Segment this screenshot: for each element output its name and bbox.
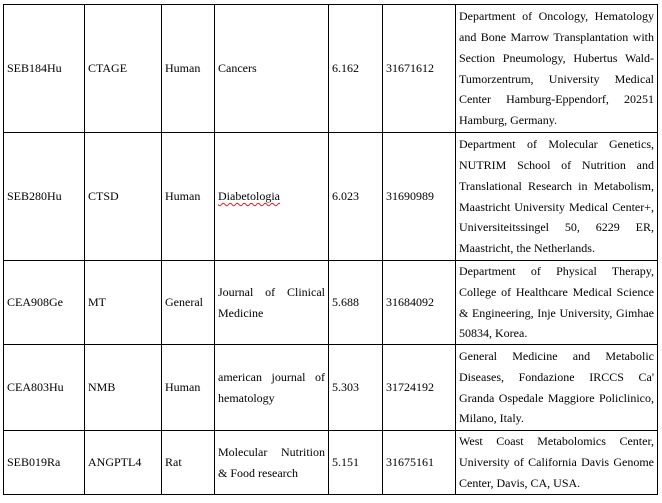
journal-cell: american journal of hematology [215, 345, 329, 431]
gene-cell: ANGPTL4 [85, 431, 162, 495]
pmid-cell: 31724192 [383, 345, 456, 431]
institution-cell: Department of Oncology, Hematology and Bone Marrow Transplantation with Section Pneumology, Hubertus Wald-Tumorzentrum, University Medical Center Hamburg-Eppendorf, 20251 Hamburg, Germany. [456, 5, 658, 133]
journal-cell: Journal of Clinical Medicine [215, 261, 329, 345]
journal-cell: Cancers [215, 5, 329, 133]
impact-factor-cell: 5.151 [329, 431, 383, 495]
institution-cell: Department of Physical Therapy, College of Healthcare Medical Science & Engineering, Inje University, Gimhae 50834, Korea. [456, 261, 658, 345]
species-cell: Human [162, 5, 215, 133]
pmid-cell: 31690989 [383, 133, 456, 261]
pmid-cell: 31671612 [383, 5, 456, 133]
institution-cell: West Coast Metabolomics Center, University of California Davis Genome Center, Davis, CA, USA. [456, 431, 658, 495]
publication-table [3, 4, 658, 495]
table-row [4, 5, 658, 133]
gene-cell: NMB [85, 345, 162, 431]
impact-factor-cell: 6.023 [329, 133, 383, 261]
pmid-cell: 31684092 [383, 261, 456, 345]
species-cell: Human [162, 345, 215, 431]
pmid-cell: 31675161 [383, 431, 456, 495]
item-cell: CEA803Hu [4, 345, 85, 431]
table-row [4, 261, 658, 345]
item-cell: SEB280Hu [4, 133, 85, 261]
gene-cell: CTSD [85, 133, 162, 261]
species-cell: General [162, 261, 215, 345]
species-cell: Rat [162, 431, 215, 495]
institution-cell: Department of Molecular Genetics, NUTRIM School of Nutrition and Translational Research in Metabolism, Maastricht University Medical Center+, Universiteitssingel 50, 6229 ER, Maastricht, the Netherlands. [456, 133, 658, 261]
species-cell: Human [162, 133, 215, 261]
item-cell: SEB184Hu [4, 5, 85, 133]
impact-factor-cell: 6.162 [329, 5, 383, 133]
journal-text: Diabetologia [218, 189, 280, 204]
journal-cell: Molecular Nutrition & Food research [215, 431, 329, 495]
gene-cell: CTAGE [85, 5, 162, 133]
gene-cell: MT [85, 261, 162, 345]
impact-factor-cell: 5.688 [329, 261, 383, 345]
table-row [4, 431, 658, 495]
institution-cell: General Medicine and Metabolic Diseases, Fondazione IRCCS Ca' Granda Ospedale Maggiore Policlinico, Milano, Italy. [456, 345, 658, 431]
impact-factor-cell: 5.303 [329, 345, 383, 431]
table-row [4, 133, 658, 261]
item-cell: SEB019Ra [4, 431, 85, 495]
item-cell: CEA908Ge [4, 261, 85, 345]
journal-cell [215, 133, 329, 261]
table-row [4, 345, 658, 431]
